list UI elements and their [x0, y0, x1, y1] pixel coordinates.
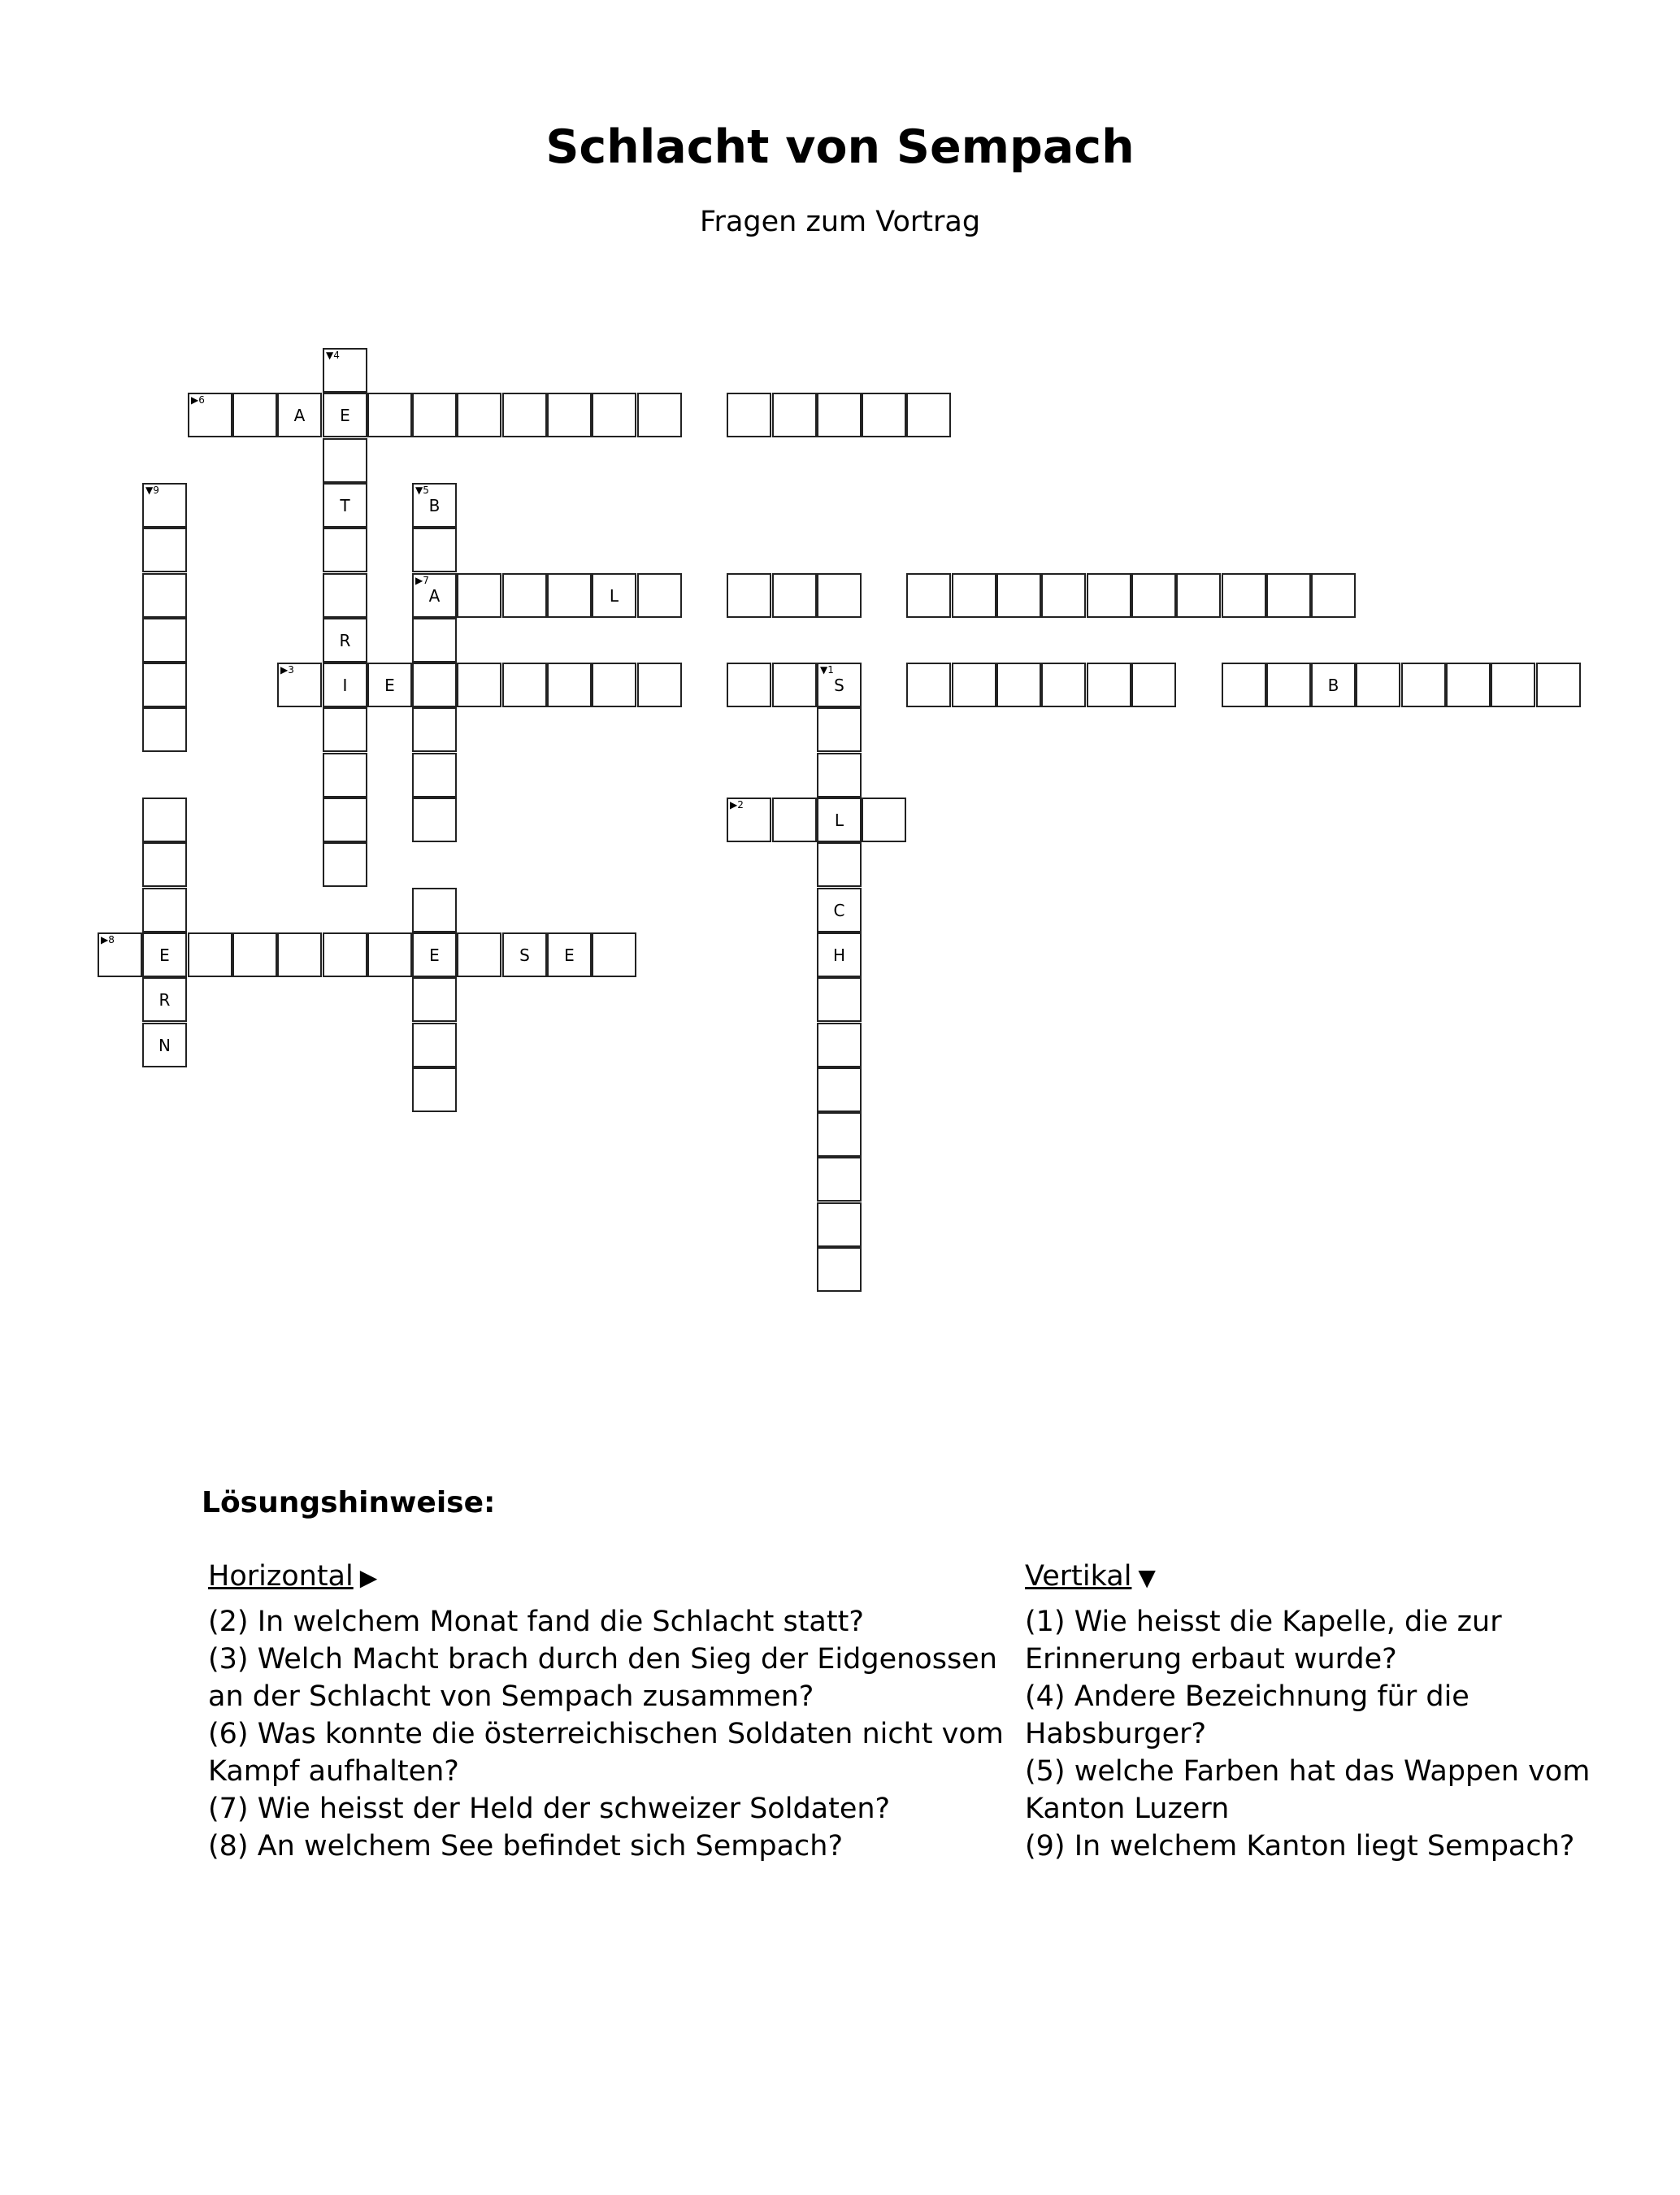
crossword-cell[interactable]	[142, 573, 187, 618]
crossword-cell[interactable]	[817, 707, 862, 752]
crossword-cell[interactable]	[906, 663, 951, 707]
cell-letter: C	[833, 900, 845, 920]
crossword-cell[interactable]	[817, 842, 862, 887]
crossword-cell[interactable]	[323, 798, 367, 842]
crossword-cell[interactable]	[727, 663, 771, 707]
crossword-cell[interactable]	[772, 798, 817, 842]
cell-letter: E	[159, 945, 170, 965]
crossword-cell[interactable]	[727, 573, 771, 618]
cell-letter: R	[158, 989, 171, 1010]
crossword-cell[interactable]	[637, 573, 682, 618]
crossword-cell[interactable]	[367, 393, 412, 437]
crossword-cell[interactable]	[412, 573, 457, 618]
crossword-cell[interactable]	[323, 438, 367, 483]
clue-vertical-9: (9) In welchem Kanton liegt Sempach?	[1025, 1830, 1575, 1862]
crossword-cell[interactable]	[817, 1157, 862, 1202]
clue-number: ▶3	[280, 664, 294, 676]
crossword-cell[interactable]	[323, 348, 367, 393]
crossword-cell[interactable]	[1087, 573, 1131, 618]
crossword-cell[interactable]	[817, 1023, 862, 1067]
crossword-cell[interactable]	[817, 932, 862, 977]
crossword-cell[interactable]	[188, 393, 232, 437]
crossword-cell[interactable]	[952, 663, 996, 707]
crossword-cell[interactable]	[323, 573, 367, 618]
crossword-cell[interactable]	[1266, 573, 1311, 618]
crossword-cell[interactable]	[142, 707, 187, 752]
crossword-cell[interactable]	[1266, 663, 1311, 707]
crossword-cell[interactable]	[502, 932, 547, 977]
crossword-cell[interactable]	[323, 663, 367, 707]
crossword-cell[interactable]	[817, 888, 862, 932]
crossword-cell[interactable]	[817, 663, 862, 707]
clue-number: ▼1	[820, 664, 834, 676]
cell-letter: H	[832, 945, 846, 965]
crossword-cell[interactable]	[412, 888, 457, 932]
crossword-cell[interactable]	[1311, 663, 1356, 707]
crossword-cell[interactable]	[727, 798, 771, 842]
crossword-cell[interactable]	[188, 932, 232, 977]
crossword-cell[interactable]	[817, 1067, 862, 1112]
crossword-cell[interactable]	[592, 573, 636, 618]
crossword-cell[interactable]	[323, 618, 367, 663]
crossword-cell[interactable]	[367, 932, 412, 977]
crossword-cell[interactable]	[323, 707, 367, 752]
crossword-cell[interactable]	[817, 1202, 862, 1247]
crossword-cell[interactable]	[142, 618, 187, 663]
cell-letter: T	[340, 495, 350, 515]
cell-letter: B	[428, 495, 441, 515]
crossword-cell[interactable]	[1041, 663, 1086, 707]
crossword-cell[interactable]	[1446, 663, 1491, 707]
crossword-cell[interactable]	[817, 977, 862, 1022]
crossword-cell[interactable]	[412, 663, 457, 707]
clue-number: ▼9	[145, 485, 159, 496]
crossword-cell[interactable]	[412, 1023, 457, 1067]
horizontal-heading-label: Horizontal	[208, 1560, 354, 1593]
crossword-cell[interactable]	[412, 483, 457, 528]
crossword-cell[interactable]	[996, 573, 1041, 618]
cell-letter: S	[834, 675, 844, 695]
crossword-cell[interactable]	[98, 932, 142, 977]
crossword-cell[interactable]	[323, 753, 367, 798]
crossword-cell[interactable]	[1176, 573, 1221, 618]
crossword-cell[interactable]	[592, 932, 636, 977]
horizontal-clues	[208, 1558, 1013, 1865]
crossword-cell[interactable]	[457, 932, 501, 977]
crossword-cell[interactable]	[277, 393, 322, 437]
crossword-cell[interactable]	[996, 663, 1041, 707]
crossword-cell[interactable]	[323, 528, 367, 572]
crossword-cell[interactable]	[1536, 663, 1581, 707]
crossword-cell[interactable]	[1356, 663, 1400, 707]
clue-horizontal-7: (7) Wie heisst der Held der schweizer Soldaten?	[208, 1793, 891, 1825]
hints-heading: Lösungshinweise:	[202, 1486, 496, 1519]
crossword-cell[interactable]	[1491, 663, 1535, 707]
crossword-cell[interactable]	[412, 932, 457, 977]
crossword-cell[interactable]	[817, 1112, 862, 1157]
clue-horizontal-3: (3) Welch Macht brach durch den Sieg der Eidgenossen an der Schlacht von Sempach zusammen?	[208, 1643, 997, 1713]
crossword-cell[interactable]	[502, 393, 547, 437]
crossword-cell[interactable]	[367, 663, 412, 707]
crossword-cell[interactable]	[232, 393, 277, 437]
crossword-cell[interactable]	[772, 393, 817, 437]
crossword-cell[interactable]	[412, 977, 457, 1022]
crossword-cell[interactable]	[323, 932, 367, 977]
crossword-cell[interactable]	[952, 573, 996, 618]
clue-number: ▼5	[415, 485, 429, 496]
crossword-cell[interactable]	[862, 393, 906, 437]
crossword-cell[interactable]	[772, 663, 817, 707]
clue-number: ▶2	[730, 799, 744, 811]
clue-number: ▶7	[415, 575, 429, 586]
cell-letter: L	[609, 585, 619, 606]
crossword-cell[interactable]	[232, 932, 277, 977]
cell-letter: B	[1327, 675, 1339, 695]
cell-letter: A	[293, 405, 306, 425]
crossword-cell[interactable]	[323, 393, 367, 437]
crossword-cell[interactable]	[817, 1247, 862, 1292]
crossword-cell[interactable]	[1222, 663, 1266, 707]
crossword-cell[interactable]	[1311, 573, 1356, 618]
vertical-heading	[1025, 1558, 1659, 1597]
crossword-cell[interactable]	[412, 798, 457, 842]
crossword-cell[interactable]	[277, 663, 322, 707]
horizontal-heading	[208, 1558, 1013, 1597]
crossword-cell[interactable]	[817, 573, 862, 618]
clue-horizontal-8: (8) An welchem See befindet sich Sempach?	[208, 1830, 844, 1862]
crossword-cell[interactable]	[412, 707, 457, 752]
crossword-cell[interactable]	[547, 573, 592, 618]
vertical-clues	[1025, 1558, 1659, 1865]
clue-number: ▶8	[101, 934, 115, 945]
crossword-cell[interactable]	[592, 663, 636, 707]
crossword-cell[interactable]	[817, 753, 862, 798]
crossword-cell[interactable]	[142, 842, 187, 887]
crossword-cell[interactable]	[547, 932, 592, 977]
crossword-cell[interactable]	[637, 663, 682, 707]
crossword-cell[interactable]	[412, 528, 457, 572]
crossword-cell[interactable]	[1131, 663, 1176, 707]
cell-letter: R	[339, 630, 351, 650]
clue-number: ▶6	[191, 394, 205, 406]
crossword-cell[interactable]	[637, 393, 682, 437]
right-arrow-icon: ▶	[359, 1564, 378, 1591]
clue-horizontal-6: (6) Was konnte die österreichischen Soldaten nicht vom Kampf aufhalten?	[208, 1718, 1004, 1788]
cell-letter: E	[384, 675, 395, 695]
crossword-cell[interactable]	[1131, 573, 1176, 618]
crossword-cell[interactable]	[142, 483, 187, 528]
crossword-cell[interactable]	[817, 798, 862, 842]
crossword-cell[interactable]	[457, 573, 501, 618]
cell-letter: L	[834, 810, 844, 830]
crossword-cell[interactable]	[412, 753, 457, 798]
cell-letter: E	[564, 945, 575, 965]
crossword-cell[interactable]	[142, 977, 187, 1022]
crossword-cell[interactable]	[547, 663, 592, 707]
crossword-cell[interactable]	[457, 663, 501, 707]
crossword-cell[interactable]	[906, 573, 951, 618]
crossword-cell[interactable]	[142, 798, 187, 842]
cell-letter: I	[342, 675, 348, 695]
crossword-cell[interactable]	[1087, 663, 1131, 707]
crossword-cell[interactable]	[142, 888, 187, 932]
clue-vertical-4: (4) Andere Bezeichnung für die Habsburger?	[1025, 1680, 1469, 1750]
crossword-cell[interactable]	[142, 1023, 187, 1067]
crossword-cell[interactable]	[323, 483, 367, 528]
crossword-cell[interactable]	[1222, 573, 1266, 618]
crossword-cell[interactable]	[457, 393, 501, 437]
down-arrow-icon: ▼	[1138, 1564, 1156, 1591]
vertical-heading-label: Vertikal	[1025, 1560, 1132, 1593]
cell-letter: S	[519, 945, 530, 965]
cell-letter: E	[340, 405, 350, 425]
crossword-cell[interactable]	[142, 932, 187, 977]
crossword-cell[interactable]	[142, 528, 187, 572]
crossword-cell[interactable]	[142, 663, 187, 707]
crossword-cell[interactable]	[1041, 573, 1086, 618]
crossword-cell[interactable]	[772, 573, 817, 618]
clue-vertical-5: (5) welche Farben hat das Wappen vom Kanton Luzern	[1025, 1755, 1591, 1825]
crossword-cell[interactable]	[547, 393, 592, 437]
crossword-cell[interactable]	[323, 842, 367, 887]
crossword-cell[interactable]	[412, 393, 457, 437]
page-subtitle: Fragen zum Vortrag	[699, 206, 981, 238]
cell-letter: E	[429, 945, 440, 965]
page-title: Schlacht von Sempach	[545, 120, 1135, 174]
crossword-cell[interactable]	[502, 573, 547, 618]
cell-letter: A	[428, 585, 441, 606]
crossword-cell[interactable]	[592, 393, 636, 437]
clue-number: ▼4	[326, 350, 340, 361]
crossword-cell[interactable]	[277, 932, 322, 977]
crossword-cell[interactable]	[1401, 663, 1446, 707]
clue-vertical-1: (1) Wie heisst die Kapelle, die zur Erinnerung erbaut wurde?	[1025, 1606, 1502, 1676]
crossword-cell[interactable]	[412, 618, 457, 663]
crossword-cell[interactable]	[817, 393, 862, 437]
cell-letter: N	[158, 1035, 171, 1055]
crossword-cell[interactable]	[412, 1067, 457, 1112]
crossword-cell[interactable]	[906, 393, 951, 437]
crossword-cell[interactable]	[862, 798, 906, 842]
crossword-cell[interactable]	[727, 393, 771, 437]
clue-horizontal-2: (2) In welchem Monat fand die Schlacht statt?	[208, 1606, 864, 1638]
crossword-cell[interactable]	[502, 663, 547, 707]
